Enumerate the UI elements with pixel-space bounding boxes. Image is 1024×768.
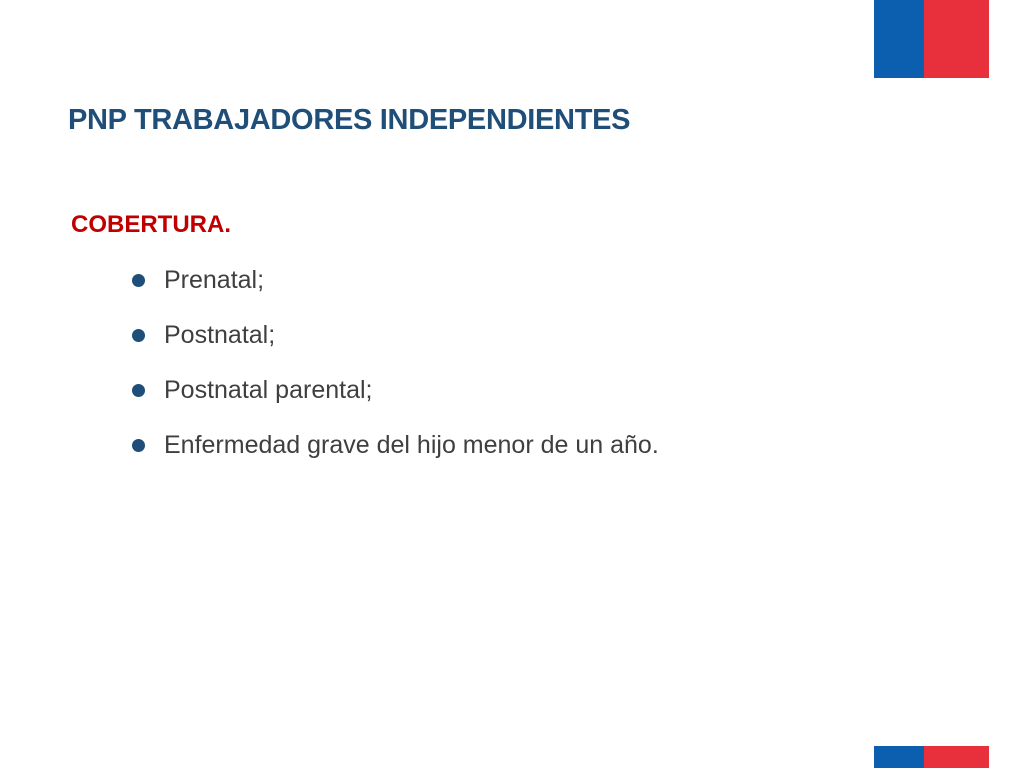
flag-decoration-top <box>874 0 989 78</box>
list-item <box>132 262 659 298</box>
list-item-text: Postnatal parental; <box>164 376 373 404</box>
bullet-icon <box>132 274 145 287</box>
list-item <box>132 427 659 463</box>
list-item <box>132 372 659 408</box>
flag-decoration-bottom <box>874 746 989 768</box>
bullet-icon <box>132 329 145 342</box>
slide-title: PNP TRABAJADORES INDEPENDIENTES <box>68 104 631 136</box>
flag-blue-stripe <box>874 746 924 768</box>
bullet-icon <box>132 439 145 452</box>
flag-blue-stripe <box>874 0 924 78</box>
list-item-text: Prenatal; <box>164 266 265 294</box>
section-heading: COBERTURA. <box>71 211 231 238</box>
flag-red-stripe <box>924 0 989 78</box>
list-item <box>132 317 659 353</box>
flag-red-stripe <box>924 746 989 768</box>
bullet-list <box>132 262 659 482</box>
list-item-text: Postnatal; <box>164 321 276 349</box>
list-item-text: Enfermedad grave del hijo menor de un año. <box>164 431 659 459</box>
bullet-icon <box>132 384 145 397</box>
